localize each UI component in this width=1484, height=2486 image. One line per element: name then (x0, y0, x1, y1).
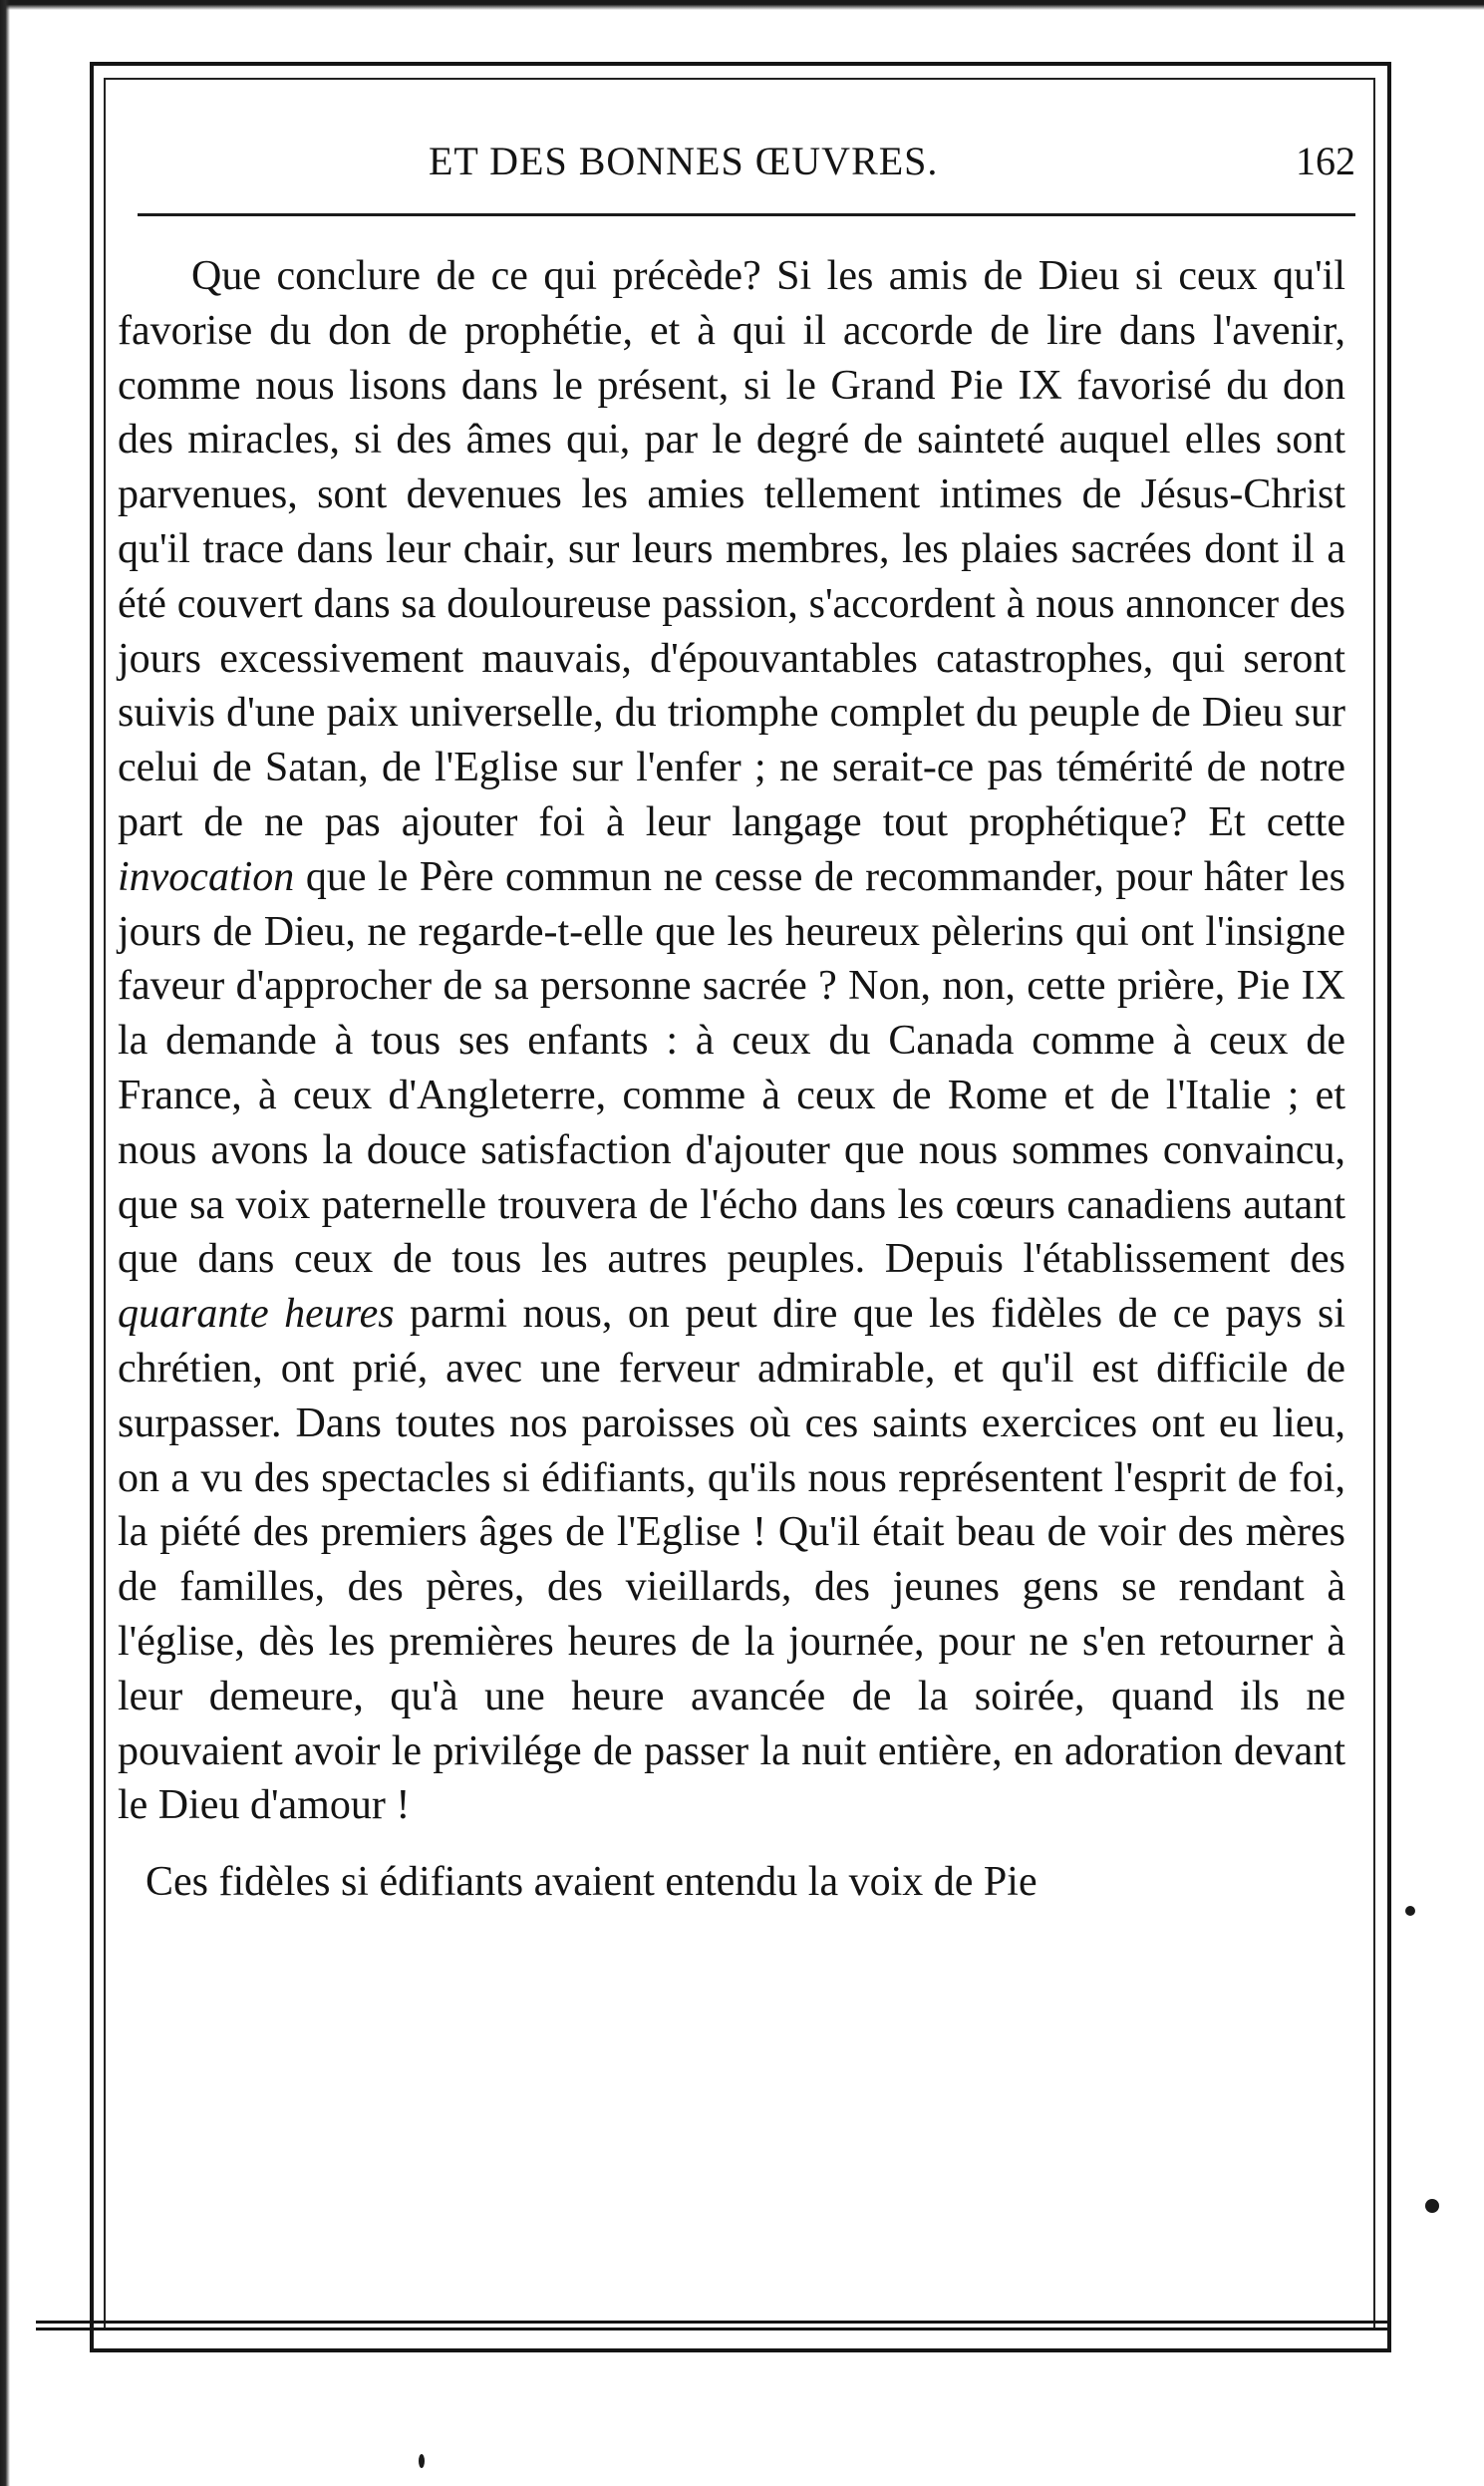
header-rule (138, 213, 1355, 216)
page-number: 162 (1296, 139, 1355, 183)
scan-speck (1425, 2199, 1439, 2213)
paragraph-2-text: Ces fidèles si édifiants avaient entendu la voix de Pie (146, 1859, 1038, 1906)
paragraph-1-text-b: que le Père commun ne cesse de recommander, pour hâter les jours de Dieu, ne regarde-t-elle que les heureux pèlerins qui ont l'insigne faveur d'approcher de sa personne sacrée ? Non, non, cette prière, Pie IX la demande à tous ses enfants : à ceux du Canada comme à ceux de France, à ceux d'Angleterre, comme à ceux de Rome et de l'Italie ; et nous avons la douce satisfaction d'ajouter que nous sommes convaincu, que sa voix paternelle trouvera de l'écho dans les cœurs canadiens autant que dans ceux de tous les autres peuples. Depuis l'établissement des (118, 853, 1345, 1283)
paragraph-1-text-a: Que conclure de ce qui précède? Si les amis de Dieu si ceux qu'il favorise du don de prophétie, et à qui il accorde de lire dans l'avenir, comme nous lisons dans le présent, si le Grand Pie IX favorisé du don des miracles, si des âmes qui, par le degré de sainteté auquel elles sont parvenues, sont devenues les amies tellement intimes de Jésus-Christ qu'il trace dans leur chair, sur leurs membres, les plaies sacrées dont il a été couvert dans sa douloureuse passion, s'accordent à nous annoncer des jours excessivement mauvais, d'épouvantables catastrophes, qui seront suivis d'une paix universelle, du triomphe complet du peuple de Dieu sur celui de Satan, de l'Eglise sur l'enfer ; ne serait-ce pas témérité de notre part de ne pas ajouter foi à leur langage tout prophétique? Et cette (118, 253, 1345, 845)
paragraph-1-italic-invocation: invocation (118, 853, 295, 900)
page-frame-bottom-rule (36, 2321, 1391, 2331)
paragraph-1 (118, 249, 1345, 1833)
paragraph-1-italic-quarante-heures: quarante heures (118, 1291, 395, 1338)
scan-speck (1405, 1906, 1415, 1916)
scan-speck (419, 2454, 425, 2468)
running-title: ET DES BONNES ŒUVRES. (429, 139, 939, 183)
scan-left-edge (0, 0, 10, 2486)
paragraph-2 (118, 1855, 1345, 1910)
running-head (189, 128, 1365, 187)
scan-top-edge (0, 0, 1484, 10)
paragraph-1-text-c: parmi nous, on peut dire que les fidèles de ce pays si chrétien, ont prié, avec une ferveur admirable, et qu'il est difficile de surpasser. Dans toutes nos paroisses où ces saints exercices ont eu lieu, on a vu des spectacles si édifiants, qu'ils nous représentent l'esprit de foi, la piété des premiers âges de l'Eglise ! Qu'il était beau de voir des mères de familles, des pères, des vieillards, des jeunes gens se rendant à l'église, dès les premières heures de la journée, pour ne s'en retourner à leur demeure, qu'à une heure avancée de la soirée, quand ils ne pouvaient avoir le privilége de passer la nuit entière, en adoration devant le Dieu d'amour ! (118, 1291, 1345, 1829)
body-text (118, 249, 1345, 1910)
